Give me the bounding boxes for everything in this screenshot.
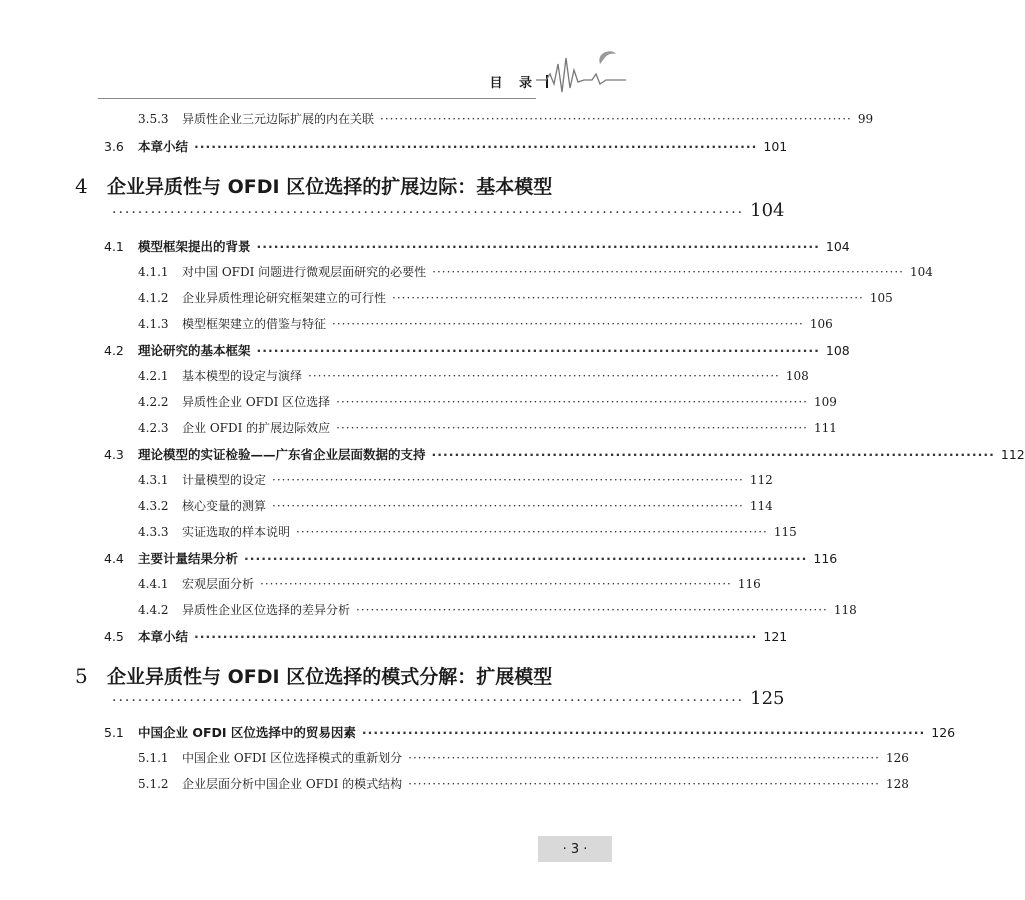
entry-number: 4.2.1 xyxy=(138,368,169,383)
entry-title: 理论研究的基本框架 xyxy=(138,343,251,358)
entry-title: 实证选取的样本说明 xyxy=(182,525,291,539)
toc-entry-4-4-1[interactable] xyxy=(0,575,761,592)
entry-page: 126 xyxy=(885,750,909,765)
entry-page: 101 xyxy=(763,138,788,154)
entry-page: 104 xyxy=(825,238,850,254)
toc-entry-3-6[interactable] xyxy=(0,137,788,155)
entry-number: 4.3.1 xyxy=(138,472,169,487)
entry-number: 4.1 xyxy=(104,238,124,254)
entry-page: 109 xyxy=(813,394,837,409)
entry-number: 4.4.1 xyxy=(138,576,169,591)
chapter-5-leader xyxy=(112,688,785,709)
leader-dots: ·································································································· xyxy=(431,446,995,462)
entry-title: 理论模型的实证检验——广东省企业层面数据的支持 xyxy=(138,447,426,462)
entry-number: 4.4 xyxy=(104,550,124,566)
toc-entry-4-2-2[interactable] xyxy=(0,393,837,410)
chapter-number: 5 xyxy=(75,663,88,688)
toc-entry-4-4[interactable] xyxy=(0,549,838,567)
toc-entry-4-1[interactable] xyxy=(0,237,850,255)
toc-entry-4-1-2[interactable] xyxy=(0,289,893,306)
entry-page: 99 xyxy=(857,111,874,126)
entry-number: 4.1.1 xyxy=(138,264,169,279)
entry-page: 111 xyxy=(813,420,837,435)
entry-title: 对中国 OFDI 问题进行微观层面研究的必要性 xyxy=(182,265,427,279)
toc-entry-5-1-2[interactable] xyxy=(0,775,909,792)
toc-entry-5-1-1[interactable] xyxy=(0,749,909,766)
leader-dots: ·································································································· xyxy=(432,264,904,279)
leader-dots: ·································································································· xyxy=(332,316,804,331)
leader-dots: ·································································································· xyxy=(256,238,820,254)
entry-title: 宏观层面分析 xyxy=(182,577,255,591)
entry-title: 企业 OFDI 的扩展边际效应 xyxy=(182,421,331,435)
leader-dots: ·································································································· xyxy=(272,472,744,487)
entry-page: 105 xyxy=(869,290,893,305)
toc-entry-4-3-3[interactable] xyxy=(0,523,797,540)
toc-chapter-4[interactable] xyxy=(0,172,640,199)
entry-page: 108 xyxy=(785,368,809,383)
leader-dots: ·································································································· xyxy=(244,550,808,566)
leader-dots: ·································································································· xyxy=(296,524,768,539)
page-number: · 3 · xyxy=(562,841,588,857)
entry-title: 核心变量的测算 xyxy=(182,499,267,513)
toc-entry-4-1-1[interactable] xyxy=(0,263,933,280)
entry-title: 本章小结 xyxy=(138,629,189,644)
entry-number: 3.5.3 xyxy=(138,111,169,126)
entry-page: 118 xyxy=(833,602,857,617)
entry-page: 104 xyxy=(909,264,933,279)
leader-dots: ·································································································· xyxy=(256,342,820,358)
leader-dots: ·································································································· xyxy=(194,628,758,644)
leader-dots: ·································································································· xyxy=(356,602,828,617)
toc-entry-3-5-3[interactable] xyxy=(0,110,874,127)
chapter-title: 企业异质性与 OFDI 区位选择的扩展边际：基本模型 xyxy=(107,176,553,198)
entry-title: 中国企业 OFDI 区位选择中的贸易因素 xyxy=(138,725,356,740)
leader-dots: ·································································································· xyxy=(336,394,808,409)
entry-number: 4.1.2 xyxy=(138,290,169,305)
toc-entry-4-4-2[interactable] xyxy=(0,601,857,618)
toc-entry-4-2-3[interactable] xyxy=(0,419,837,436)
entry-number: 4.2 xyxy=(104,342,124,358)
entry-number: 4.3 xyxy=(104,446,124,462)
entry-number: 4.5 xyxy=(104,628,124,644)
entry-title: 异质性企业 OFDI 区位选择 xyxy=(182,395,331,409)
entry-title: 本章小结 xyxy=(138,139,189,154)
entry-number: 4.3.3 xyxy=(138,524,169,539)
entry-title: 主要计量结果分析 xyxy=(138,551,239,566)
toc-entry-4-3[interactable] xyxy=(0,445,1025,463)
entry-title: 基本模型的设定与演绎 xyxy=(182,369,303,383)
toc-entry-4-1-3[interactable] xyxy=(0,315,833,332)
chapter-page: 104 xyxy=(750,200,785,221)
leader-dots: ·································································································· xyxy=(260,576,732,591)
chapter-4-leader xyxy=(112,200,785,221)
leader-dots: ·································································································· xyxy=(194,138,758,154)
entry-title: 企业层面分析中国企业 OFDI 的模式结构 xyxy=(182,777,403,791)
entry-number: 4.2.3 xyxy=(138,420,169,435)
leader-dots: ·································································································· xyxy=(272,498,744,513)
entry-number: 4.3.2 xyxy=(138,498,169,513)
entry-page: 126 xyxy=(931,724,956,740)
toc-entry-4-5[interactable] xyxy=(0,627,788,645)
header-title: 目 录 xyxy=(489,76,538,91)
toc-entry-5-1[interactable] xyxy=(0,723,956,741)
entry-page: 115 xyxy=(773,524,797,539)
entry-page: 108 xyxy=(825,342,850,358)
chapter-page: 125 xyxy=(750,688,785,709)
leader-dots: ·································································································· xyxy=(308,368,780,383)
entry-title: 中国企业 OFDI 区位选择模式的重新划分 xyxy=(182,751,403,765)
entry-page: 116 xyxy=(813,550,838,566)
entry-title: 模型框架建立的借鉴与特征 xyxy=(182,317,327,331)
toc-entry-4-2-1[interactable] xyxy=(0,367,809,384)
page-number-badge xyxy=(538,836,612,862)
entry-page: 116 xyxy=(737,576,761,591)
entry-number: 3.6 xyxy=(104,138,124,154)
entry-title: 计量模型的设定 xyxy=(182,473,267,487)
header-rule xyxy=(98,98,536,99)
entry-page: 114 xyxy=(749,498,773,513)
leader-dots: ·································································································· xyxy=(336,420,808,435)
leader-dots: ·································································································· xyxy=(112,205,745,221)
leader-dots: ·································································································· xyxy=(361,724,926,740)
toc-entry-4-3-1[interactable] xyxy=(0,471,773,488)
entry-title: 异质性企业区位选择的差异分析 xyxy=(182,603,351,617)
heartbeat-wave-decoration xyxy=(536,44,626,98)
entry-number: 4.1.3 xyxy=(138,316,169,331)
chapter-title: 企业异质性与 OFDI 区位选择的模式分解：扩展模型 xyxy=(107,666,553,688)
entry-title: 企业异质性理论研究框架建立的可行性 xyxy=(182,291,387,305)
entry-title: 模型框架提出的背景 xyxy=(138,239,251,254)
leader-dots: ·································································································· xyxy=(392,290,864,305)
toc-chapter-5[interactable] xyxy=(0,662,640,689)
entry-page: 112 xyxy=(1000,446,1025,462)
entry-number: 4.4.2 xyxy=(138,602,169,617)
toc-entry-4-2[interactable] xyxy=(0,341,850,359)
entry-page: 128 xyxy=(885,776,909,791)
entry-page: 106 xyxy=(809,316,833,331)
entry-title: 异质性企业三元边际扩展的内在关联 xyxy=(182,112,375,126)
entry-number: 5.1 xyxy=(104,724,124,740)
toc-entry-4-3-2[interactable] xyxy=(0,497,773,514)
chapter-number: 4 xyxy=(75,173,88,198)
entry-number: 5.1.2 xyxy=(138,776,169,791)
leader-dots: ·································································································· xyxy=(380,111,852,126)
leader-dots: ·································································································· xyxy=(408,750,880,765)
leader-dots: ·································································································· xyxy=(112,693,745,709)
entry-number: 4.2.2 xyxy=(138,394,169,409)
entry-page: 112 xyxy=(749,472,773,487)
entry-number: 5.1.1 xyxy=(138,750,169,765)
entry-page: 121 xyxy=(763,628,788,644)
leader-dots: ·································································································· xyxy=(408,776,880,791)
